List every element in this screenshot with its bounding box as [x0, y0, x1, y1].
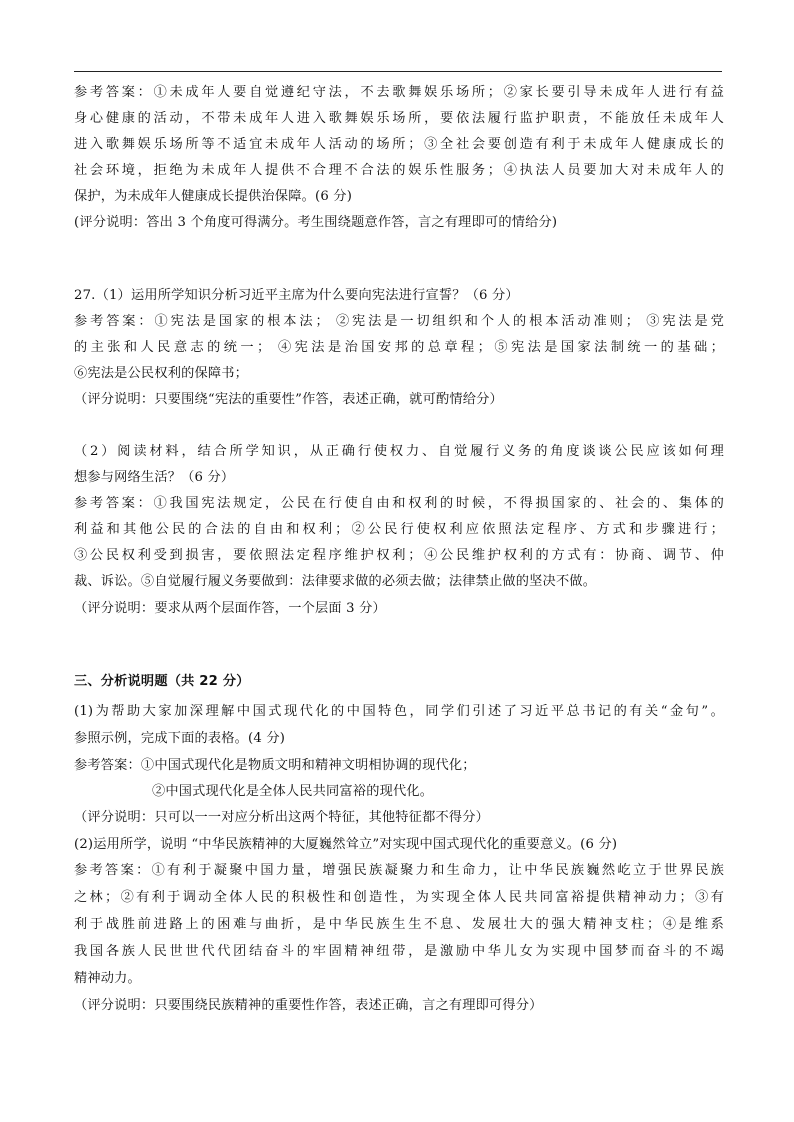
- section3-part1-answer-line: 参考答案：①中国式现代化是物质文明和精神文明相协调的现代化；: [74, 758, 476, 773]
- q26-scoring-note: (评分说明：答出 3 个角度可得满分。考生围绕题意作答，言之有理即可的情给分): [74, 215, 558, 230]
- q27-part1-scoring-note: （评分说明：只要围绕“宪法的重要性”作答，表述正确，就可酌情给分）: [74, 392, 503, 407]
- section3-part1-question-line: (1)为帮助大家加深理解中国式现代化的中国特色，同学们引述了习近平总书记的有关“金句”。: [74, 704, 724, 719]
- top-rule: [74, 71, 722, 72]
- q27-part2-scoring-note: （评分说明：要求从两个层面作答，一个层面 3 分）: [74, 601, 386, 616]
- q27-part2-question-line: 想参与网络生活？（6 分）: [74, 470, 235, 485]
- section3-part2-question: (2)运用所学，说明 “中华民族精神的大厦巍然耸立”对实现中国式现代化的重要意义。(6 分): [74, 837, 618, 852]
- section3-part2-answer-line: 精神动力。: [74, 971, 141, 986]
- q27-part2-question-line: （2）阅读材料，结合所学知识，从正确行使权力、自觉履行义务的角度谈谈公民应该如何理: [74, 444, 724, 459]
- q27-part1-answer-line: 参考答案：①宪法是国家的根本法； ②宪法是一切组织和个人的根本活动准则； ③宪法是党: [74, 314, 724, 329]
- q27-part1-answer-line: ⑥宪法是公民权利的保障书；: [74, 366, 249, 381]
- q27-part2-answer-line: 利益和其他公民的合法的自由和权利；②公民行使权利应依照法定程序、方式和步骤进行；: [74, 522, 724, 537]
- q27-part2-answer-line: ③公民权利受到损害，要依照法定程序维护权利；④公民维护权利的方式有：协商、调节、仲: [74, 548, 724, 563]
- section3-part2-scoring-note: （评分说明：只要围绕民族精神的重要性作答，表述正确，言之有理即可得分）: [74, 998, 543, 1013]
- q26-answer-line: 进入歌舞娱乐场所等不适宜未成年人活动的场所；③全社会要创造有利于未成年人健康成长的: [74, 137, 724, 152]
- section3-part1-answer-line: ②中国式现代化是全体人民共同富裕的现代化。: [152, 784, 434, 799]
- section3-heading: 三、分析说明题（共 22 分）: [74, 674, 250, 689]
- q27-part1-answer-line: 的主张和人民意志的统一； ④宪法是治国安邦的总章程；⑤宪法是国家法制统一的基础；: [74, 340, 724, 355]
- q27-part2-answer-line: 参考答案：①我国宪法规定，公民在行使自由和权利的时候，不得损国家的、社会的、集体的: [74, 496, 724, 511]
- q26-answer-line: 参考答案：①未成年人要自觉遵纪守法，不去歌舞娱乐场所；②家长要引导未成年人进行有益: [74, 85, 724, 100]
- section3-part2-answer-line: 我国各族人民世世代代团结奋斗的牢固精神纽带，是激励中华儿女为实现中国梦而奋斗的不竭: [74, 944, 724, 959]
- section3-part1-question-line: 参照示例，完成下面的表格。(4 分): [74, 731, 286, 746]
- q27-part2-answer-line: 裁、诉讼。⑤自觉履行履义务要做到：法律要求做的必须去做；法律禁止做的坚决不做。: [74, 574, 597, 589]
- section3-part1-scoring-note: （评分说明：只可以一一对应分析出这两个特征，其他特征都不得分）: [74, 810, 490, 825]
- section3-part2-answer-line: 参考答案：①有利于凝聚中国力量，增强民族凝聚力和生命力，让中华民族巍然屹立于世界民族: [74, 863, 724, 878]
- q26-answer-line: 身心健康的活动，不带未成年人进入歌舞娱乐场所，要依法履行监护职责，不能放任未成年人: [74, 111, 724, 126]
- q27-part1-question: 27.（1）运用所学知识分析习近平主席为什么要向宪法进行宣誓？（6 分）: [74, 288, 519, 303]
- q26-answer-line: 社会环境，拒绝为未成年人提供不合理不合法的娱乐性服务；④执法人员要加大对未成年人的: [74, 163, 724, 178]
- section3-part2-answer-line: 之林；②有利于调动全体人民的积极性和创造性，为实现全体人民共同富裕提供精神动力；③有: [74, 890, 724, 905]
- section3-part2-answer-line: 利于战胜前进路上的困难与曲折，是中华民族生生不息、发展壮大的强大精神支柱；④是维系: [74, 917, 724, 932]
- q26-answer-line: 保护，为未成年人健康成长提供治保障。(6 分): [74, 189, 353, 204]
